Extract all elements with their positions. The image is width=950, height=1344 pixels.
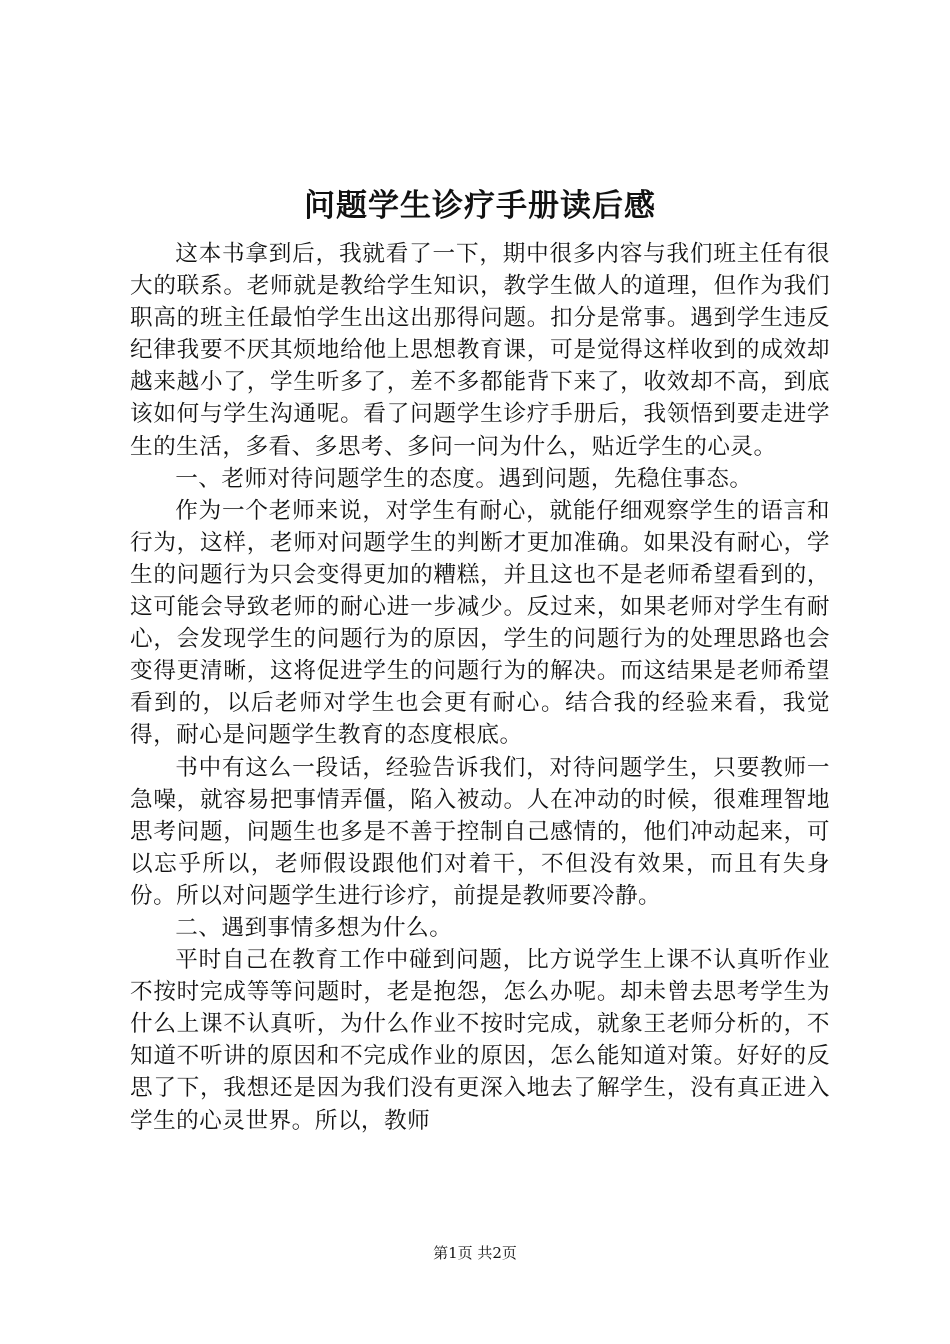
paragraph: 平时自己在教育工作中碰到问题，比方说学生上课不认真听作业不按时完成等等问题时，老是抱怨，怎么办呢。却未曾去思考学生为什么上课不认真听，为什么作业不按时完成，就象王老师分析的，不知道不听讲的原因和不完成作业的原因，怎么能知道对策。好好的反思了下，我想还是因为我们没有更深入地去了解学生，没有真正进入学生的心灵世界。所以，教师 bbox=[130, 947, 830, 1134]
page-footer: 第1页 共2页 bbox=[433, 1244, 517, 1262]
section-heading: 一、老师对待问题学生的态度。遇到问题，先稳住事态。 bbox=[175, 465, 753, 492]
paragraph: 作为一个老师来说，对学生有耐心，就能仔细观察学生的语言和行为，这样，老师对问题学生的判断才更加准确。如果没有耐心，学生的问题行为只会变得更加的糟糕，并且这也不是老师希望看到的，这可能会导致老师的耐心进一步减少。反过来，如果老师对学生有耐心，会发现学生的问题行为的原因，学生的问题行为的处理思路也会变得更清晰，这将促进学生的问题行为的解决。而这结果是老师希望看到的，以后老师对学生也会更有耐心。结合我的经验来看，我觉得，耐心是问题学生教育的态度根底。 bbox=[130, 497, 830, 749]
paragraph: 书中有这么一段话，经验告诉我们，对待问题学生，只要教师一急噪，就容易把事情弄僵，陷入被动。人在冲动的时候，很难理智地思考问题，问题生也多是不善于控制自己感情的，他们冲动起来，可以忘乎所以，老师假设跟他们对着干，不但没有效果，而且有失身份。所以对问题学生进行诊疗，前提是教师要冷静。 bbox=[130, 754, 830, 909]
paragraph: 这本书拿到后，我就看了一下，期中很多内容与我们班主任有很大的联系。老师就是教给学生知识，教学生做人的道理，但作为我们职高的班主任最怕学生出这出那得问题。扣分是常事。遇到学生违反纪律我要不厌其烦地给他上思想教育课，可是觉得这样收到的成效却越来越小了，学生听多了，差不多都能背下来了，收效却不高，到底该如何与学生沟通呢。看了问题学生诊疗手册后，我领悟到要走进学生的生活，多看、多思考、多问一问为什么，贴近学生的心灵。 bbox=[130, 241, 830, 460]
document-title: 问题学生诊疗手册读后感 bbox=[304, 188, 656, 224]
section-heading: 二、遇到事情多想为什么。 bbox=[175, 914, 453, 941]
document-body bbox=[130, 238, 830, 1137]
